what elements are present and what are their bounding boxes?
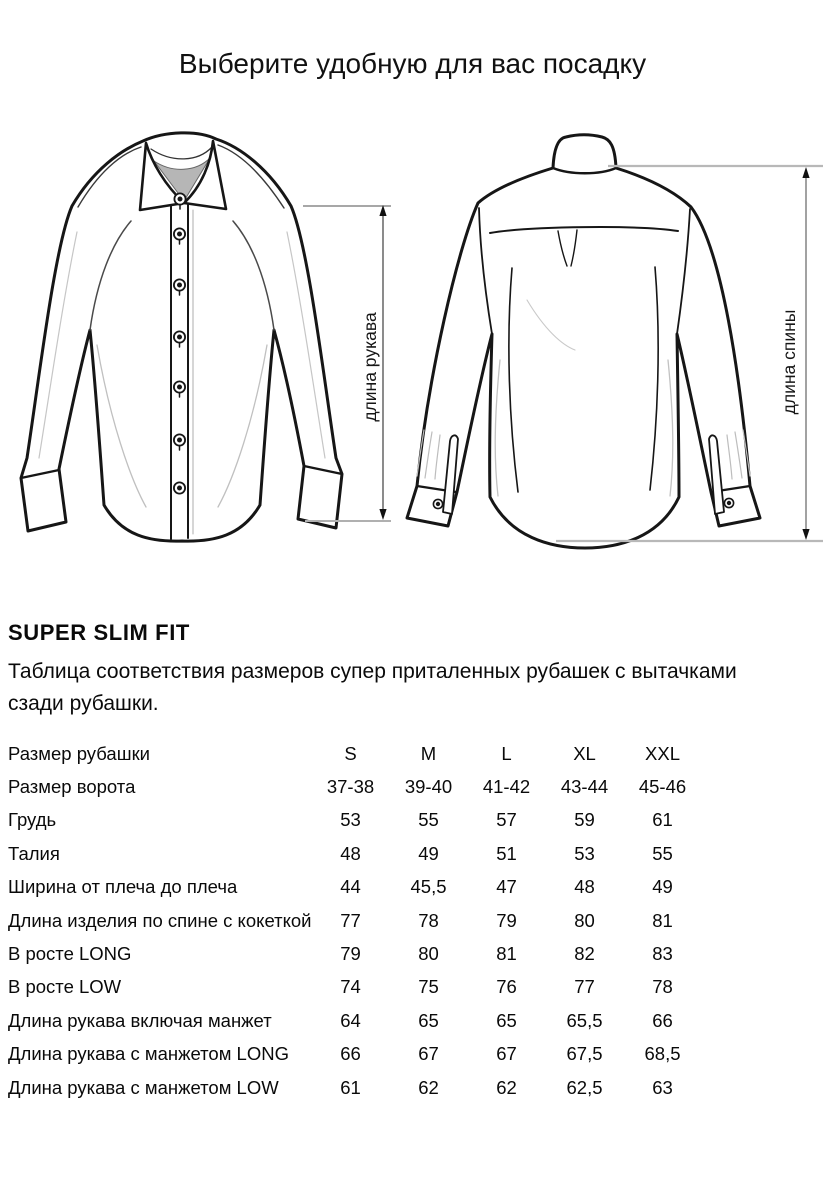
size-value: 77 — [574, 976, 595, 998]
size-value: 77 — [340, 909, 361, 931]
table-row — [8, 871, 702, 904]
row-label: Размер рубашки — [8, 742, 150, 764]
table-row — [8, 971, 702, 1004]
size-value: 81 — [496, 943, 517, 965]
size-column-header: XL — [573, 742, 596, 764]
size-value: 61 — [652, 809, 673, 831]
size-value: 67,5 — [566, 1043, 603, 1065]
row-label: Длина изделия по спине с кокеткой — [8, 909, 312, 931]
size-value: 78 — [418, 909, 439, 931]
table-header-row — [8, 737, 702, 770]
row-label: Длина рукава с манжетом LONG — [8, 1043, 289, 1065]
size-value: 48 — [574, 876, 595, 898]
size-value: 65,5 — [566, 1009, 603, 1031]
size-value: 45-46 — [638, 776, 687, 798]
row-label: В росте LOW — [8, 976, 122, 998]
size-table — [8, 737, 702, 1104]
size-value: 43-44 — [560, 776, 609, 798]
size-value: 83 — [652, 943, 673, 965]
row-label: Длина рукава включая манжет — [8, 1009, 272, 1031]
table-row — [8, 1038, 702, 1071]
table-row — [8, 1004, 702, 1037]
arrow-up-icon — [802, 167, 809, 178]
size-value: 39-40 — [404, 776, 453, 798]
size-value: 48 — [340, 842, 361, 864]
row-label: Ширина от плеча до плеча — [8, 876, 238, 898]
size-value: 66 — [340, 1043, 361, 1065]
front-shirt-drawing — [21, 133, 342, 541]
size-value: 41-42 — [482, 776, 531, 798]
size-column-header: M — [420, 742, 437, 764]
size-value: 81 — [652, 909, 673, 931]
size-column-header: L — [501, 742, 512, 764]
size-value: 62 — [418, 1076, 439, 1098]
size-value: 79 — [340, 943, 361, 965]
size-value: 66 — [652, 1009, 673, 1031]
row-label: В росте LONG — [8, 943, 132, 965]
size-value: 59 — [574, 809, 595, 831]
size-value: 57 — [496, 809, 517, 831]
size-value: 78 — [652, 976, 673, 998]
size-value: 68,5 — [644, 1043, 681, 1065]
size-value: 82 — [574, 943, 595, 965]
size-value: 74 — [340, 976, 361, 998]
size-value: 67 — [418, 1043, 439, 1065]
size-value: 53 — [574, 842, 595, 864]
size-value: 62,5 — [566, 1076, 603, 1098]
table-row — [8, 837, 702, 870]
row-label: Грудь — [8, 809, 57, 831]
size-value: 45,5 — [410, 876, 447, 898]
size-value: 80 — [574, 909, 595, 931]
table-row — [8, 804, 702, 837]
arrow-down-icon — [802, 529, 809, 540]
row-label: Длина рукава с манжетом LOW — [8, 1076, 279, 1098]
sleeve-length-label: длина рукава — [360, 312, 380, 422]
size-value: 64 — [340, 1009, 361, 1031]
row-label: Талия — [8, 842, 60, 864]
table-row — [8, 904, 702, 937]
page-title: Выберите удобную для вас посадку — [178, 48, 647, 79]
fit-description-line: сзади рубашки. — [8, 692, 159, 715]
back-length-label: длина спины — [779, 309, 799, 415]
size-value: 76 — [496, 976, 517, 998]
size-value: 55 — [418, 809, 439, 831]
size-value: 51 — [496, 842, 517, 864]
size-value: 61 — [340, 1076, 361, 1098]
size-value: 62 — [496, 1076, 517, 1098]
size-value: 49 — [418, 842, 439, 864]
arrow-down-icon — [379, 509, 386, 520]
size-value: 75 — [418, 976, 439, 998]
fit-description-line: Таблица соответствия размеров супер приталенных рубашек с вытачками — [8, 660, 737, 683]
fit-heading: SUPER SLIM FIT — [8, 620, 190, 645]
table-row — [8, 770, 702, 803]
row-label: Размер ворота — [8, 776, 136, 798]
size-value: 44 — [340, 876, 361, 898]
size-column-header: S — [344, 742, 357, 764]
size-value: 47 — [496, 876, 517, 898]
size-value: 79 — [496, 909, 517, 931]
size-value: 49 — [652, 876, 673, 898]
table-row — [8, 1071, 702, 1104]
size-value: 65 — [496, 1009, 517, 1031]
size-value: 55 — [652, 842, 673, 864]
back-shirt-drawing — [407, 135, 760, 548]
size-value: 67 — [496, 1043, 517, 1065]
size-value: 65 — [418, 1009, 439, 1031]
size-column-header: XXL — [645, 742, 680, 764]
size-table-body — [8, 737, 702, 1104]
size-value: 37-38 — [326, 776, 375, 798]
size-value: 53 — [340, 809, 361, 831]
fit-description — [8, 656, 737, 720]
table-row — [8, 937, 702, 970]
size-value: 80 — [418, 943, 439, 965]
size-value: 63 — [652, 1076, 673, 1098]
